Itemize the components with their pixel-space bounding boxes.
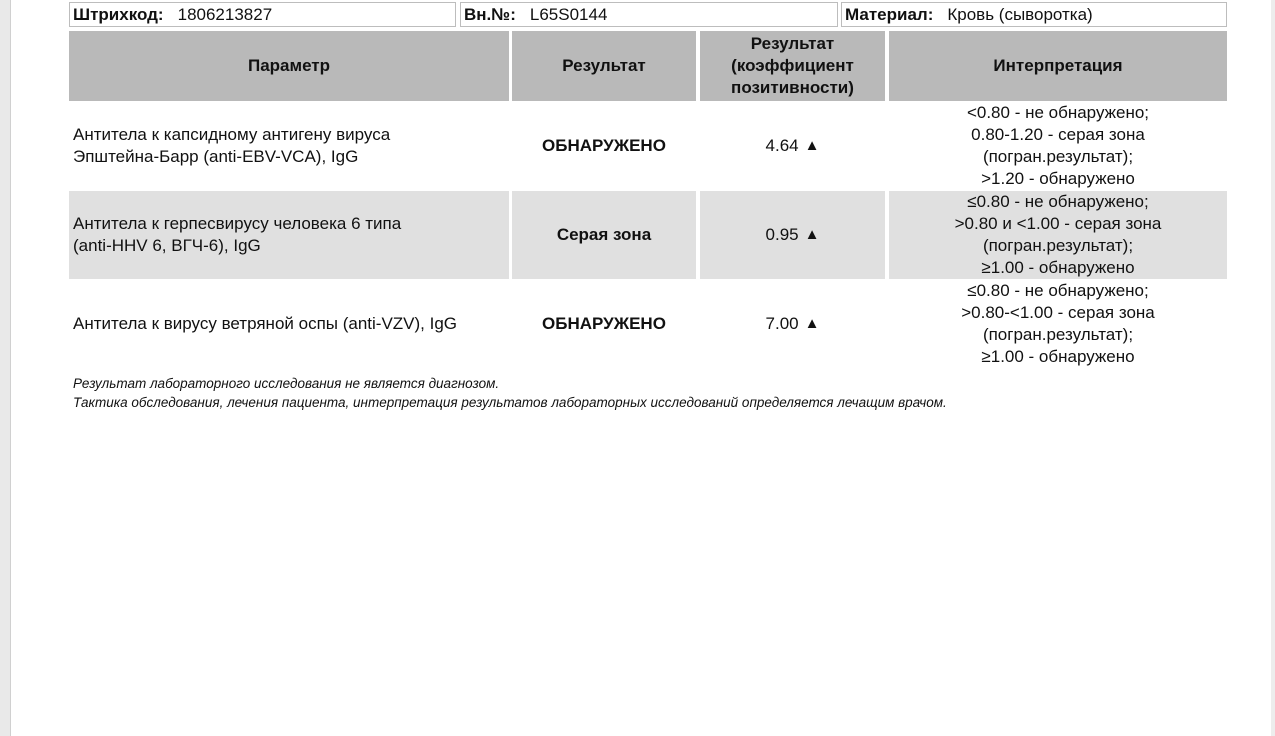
column-header-coefficient-line2: (коэффициент	[731, 56, 854, 75]
table-row-2-interpretation	[889, 191, 1227, 279]
row-1-interpretation-line4: >1.20 - обнаружено	[981, 168, 1135, 188]
row-3-interpretation-line3: (погран.результат);	[982, 325, 1134, 344]
column-header-coefficient	[700, 31, 885, 101]
row-2-interpretation-line3: (погран.результат);	[982, 236, 1134, 255]
row-1-coefficient-value: 4.64	[765, 135, 799, 155]
material-label: Материал:	[845, 4, 934, 24]
column-header-coefficient-line1: Результат	[750, 34, 835, 53]
triangle-up-icon: ▲	[804, 226, 820, 243]
row-2-parameter-line2: (anti-HHV 6, ВГЧ-6), IgG	[73, 236, 261, 255]
row-3-coefficient-value: 7.00	[765, 314, 799, 333]
table-row-1-result	[512, 102, 696, 189]
internal-number-value: L65S0144	[529, 4, 608, 24]
column-header-result-label: Результат	[562, 56, 646, 75]
row-3-result-value: ОБНАРУЖЕНО	[542, 314, 666, 333]
table-row-3-result	[512, 280, 696, 368]
barcode-value: 1806213827	[177, 4, 273, 24]
row-2-interpretation-line4: ≥1.00 - обнаружено	[981, 258, 1135, 277]
column-header-parameter-label: Параметр	[247, 56, 331, 75]
material-box	[841, 2, 1227, 27]
row-2-coefficient-value: 0.95	[765, 225, 799, 244]
row-1-interpretation-line3: (погран.результат);	[982, 146, 1134, 166]
disclaimer-note-2: Тактика обследования, лечения пациента, интерпретация результатов лабораторных исследований определяется лечащим врачом.	[73, 395, 947, 410]
table-row-1-parameter	[69, 102, 509, 189]
column-header-result	[512, 31, 696, 101]
table-row-1-interpretation	[889, 102, 1227, 189]
row-2-interpretation-line2: >0.80 и <1.00 - серая зона	[954, 214, 1162, 233]
table-row-1-coefficient	[700, 102, 885, 189]
page-left-edge	[0, 0, 11, 736]
row-1-parameter-line2: Эпштейна-Барр (anti-EBV-VCA), IgG	[73, 146, 359, 166]
barcode-box	[69, 2, 456, 27]
table-row-3-coefficient	[700, 280, 885, 368]
row-3-interpretation-line4: ≥1.00 - обнаружено	[981, 347, 1135, 366]
row-1-interpretation-line1: <0.80 - не обнаружено;	[966, 102, 1150, 122]
internal-number-box	[460, 2, 838, 27]
row-1-result-value: ОБНАРУЖЕНО	[542, 135, 666, 155]
row-1-parameter-line1: Антитела к капсидному антигену вируса	[73, 124, 391, 144]
barcode-label: Штрихкод:	[73, 4, 164, 24]
table-row-2-result	[512, 191, 696, 279]
table-row-3-interpretation	[889, 280, 1227, 368]
table-row-2-parameter	[69, 191, 509, 279]
column-header-interpretation-label: Интерпретация	[993, 56, 1123, 75]
row-3-interpretation-line2: >0.80-<1.00 - серая зона	[961, 303, 1155, 322]
column-header-parameter	[69, 31, 509, 101]
table-row-2-coefficient	[700, 191, 885, 279]
row-2-interpretation-line1: ≤0.80 - не обнаружено;	[967, 192, 1149, 211]
page-right-edge	[1271, 0, 1275, 736]
material-value: Кровь (сыворотка)	[947, 4, 1093, 24]
row-2-parameter-line1: Антитела к герпесвирусу человека 6 типа	[73, 214, 402, 233]
row-2-result-value: Серая зона	[556, 225, 652, 244]
triangle-up-icon: ▲	[804, 136, 820, 154]
table-row-3-parameter	[69, 280, 509, 368]
row-3-parameter-line1: Антитела к вирусу ветряной оспы (anti-VZV), IgG	[73, 314, 458, 333]
column-header-interpretation	[889, 31, 1227, 101]
disclaimer-note-1: Результат лабораторного исследования не является диагнозом.	[73, 376, 500, 391]
column-header-coefficient-line3: позитивности)	[731, 78, 854, 97]
triangle-up-icon: ▲	[804, 315, 820, 332]
internal-number-label: Вн.№:	[464, 4, 516, 24]
row-1-interpretation-line2: 0.80-1.20 - серая зона	[971, 124, 1145, 144]
row-3-interpretation-line1: ≤0.80 - не обнаружено;	[967, 281, 1149, 300]
